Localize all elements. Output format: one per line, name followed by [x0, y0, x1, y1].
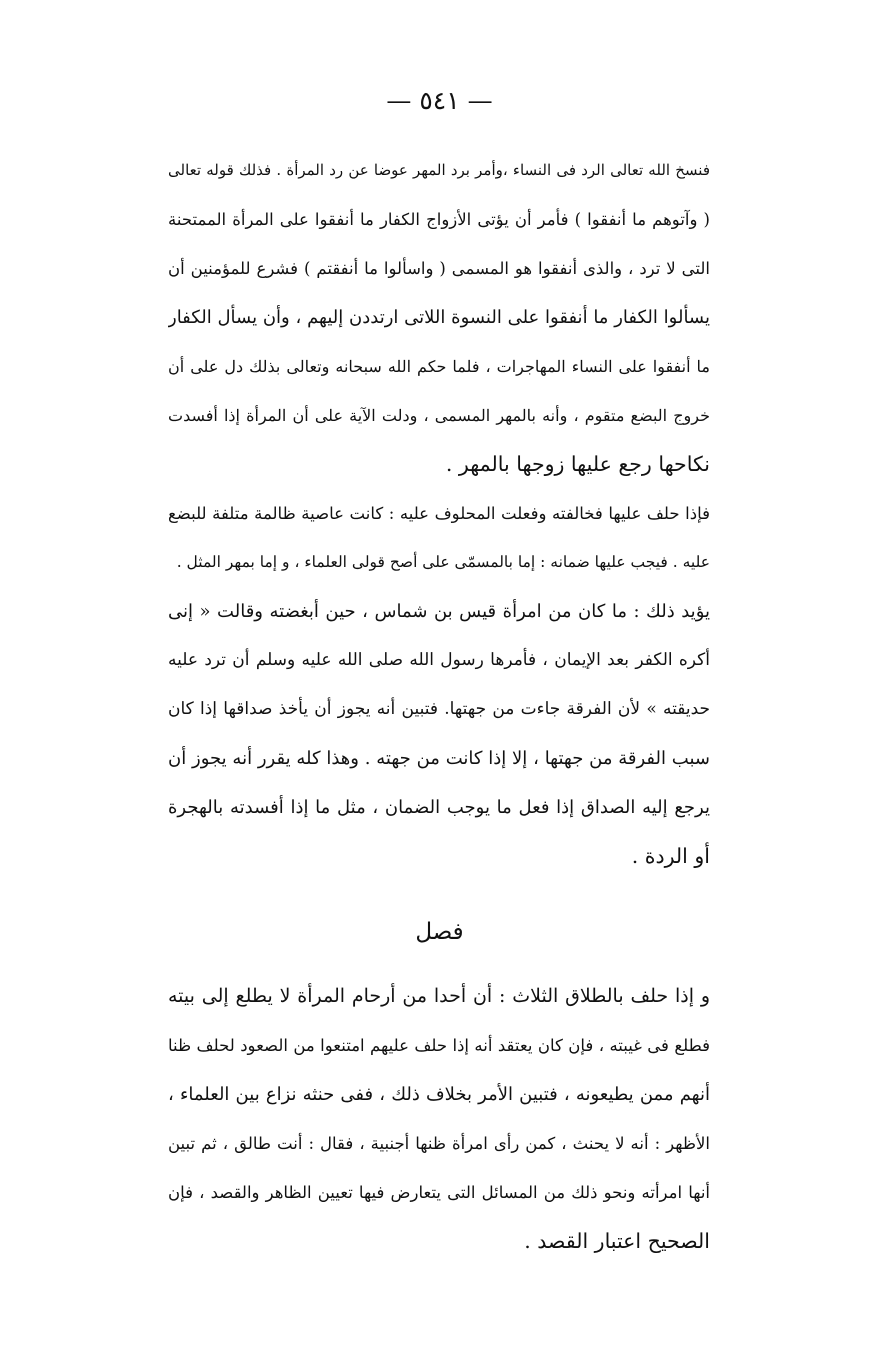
text-line: يرجع إليه الصداق إذا فعل ما يوجب الضمان ، مثل ما إذا أفسدته بالهجرة [168, 797, 710, 818]
text-line: فإذا حلف عليها فخالفته وفعلت المحلوف عليه : كانت عاصية ظالمة متلفة للبضع [168, 504, 710, 523]
text-line: التى لا ترد ، والذى أنفقوا هو المسمى ( واسألوا ما أنفقتم ) فشرع للمؤمنين أن [168, 259, 710, 278]
text-block-lower [168, 972, 710, 1266]
page-number: — ٥٤١ — [386, 86, 493, 115]
text-line: يسألوا الكفار ما أنفقوا على النسوة اللاتى ارتددن إليهم ، وأن يسأل الكفار [168, 307, 710, 328]
text-line: عليه . فيجب عليها ضمانه : إما بالمسمّى على أصح قولى العلماء ، و إما بمهر المثل . [176, 553, 710, 571]
text-line: حديقته » لأن الفرقة جاءت من جهتها. فتبين أنه يجوز أن يأخذ صداقها إذا كان [168, 699, 710, 719]
text-line: الصحيح اعتبار القصد . [524, 1229, 710, 1253]
text-line: الأظهر : أنه لا يحنث ، كمن رأى امرأة ظنها أجنبية ، فقال : أنت طالق ، ثم تبين [168, 1134, 710, 1153]
text-line: يؤيد ذلك : ما كان من امرأة قيس بن شماس ، حين أبغضته وقالت « إنى [168, 601, 710, 622]
text-line: ( وآتوهم ما أنفقوا ) فأمر أن يؤتى الأزواج الكفار ما أنفقوا على المرأة الممتحنة [168, 210, 710, 229]
text-line: أو الردة . [631, 844, 710, 868]
text-line: سبب الفرقة من جهتها ، إلا إذا كانت من جهته . وهذا كله يقرر أنه يجوز أن [168, 748, 710, 769]
text-line: فطلع فى غيبته ، فإن كان يعتقد أنه إذا حلف عليهم امتنعوا من الصعود لحلف ظنا [168, 1036, 710, 1055]
text-line: أكره الكفر بعد الإيمان ، فأمرها رسول الله صلى الله عليه وسلم أن ترد عليه [168, 650, 710, 670]
text-line: أنها امرأته ونحو ذلك من المسائل التى يتعارض فيها تعيين الظاهر والقصد ، فإن [168, 1183, 710, 1202]
text-line: ما أنفقوا على النساء المهاجرات ، فلما حكم الله سبحانه وتعالى بذلك دل على أن [168, 357, 710, 376]
section-heading: فصل [415, 919, 464, 945]
text-block-upper [168, 146, 710, 881]
text-line: و إذا حلف بالطلاق الثلاث : أن أحدا من أرحام المرأة لا يطلع إلى بيته [168, 985, 710, 1007]
text-line: فنسخ الله تعالى الرد فى النساء ،وأمر برد المهر عوضا عن رد المرأة . فذلك قوله تعالى [168, 161, 710, 179]
text-line: نكاحها رجع عليها زوجها بالمهر . [445, 452, 710, 476]
text-line: خروج البضع متقوم ، وأنه بالمهر المسمى ، ودلت الآية على أن المرأة إذا أفسدت [168, 406, 710, 425]
text-line: أنهم ممن يطيعونه ، فتبين الأمر بخلاف ذلك ، ففى حنثه نزاع بين العلماء ، [168, 1084, 710, 1105]
